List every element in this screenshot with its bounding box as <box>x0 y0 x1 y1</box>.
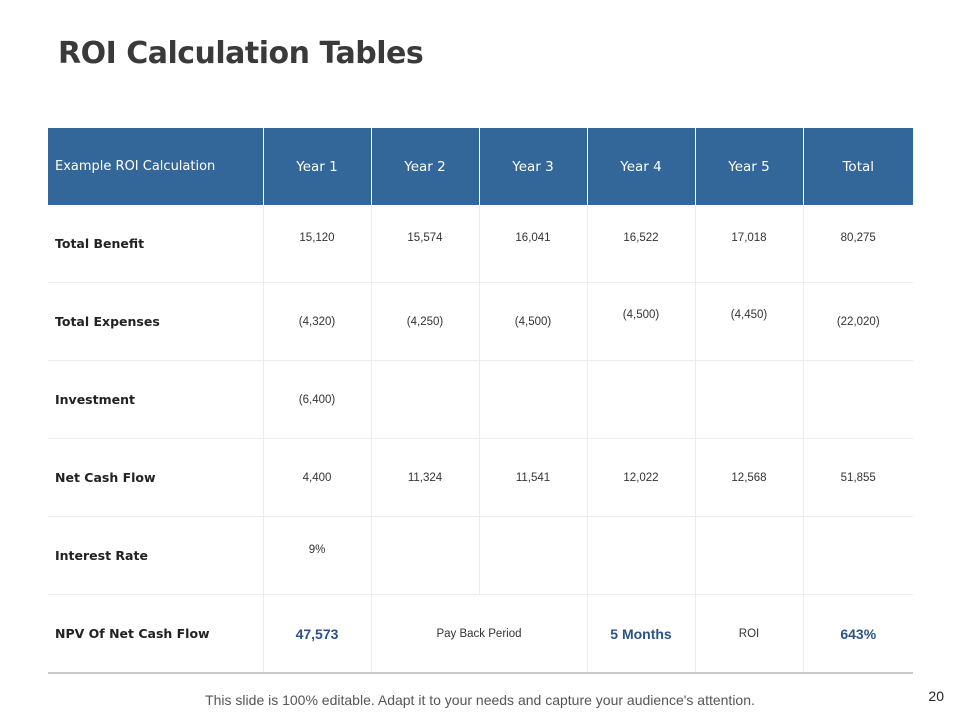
table-cell <box>371 517 479 595</box>
cell-value: (22,020) <box>836 315 880 328</box>
row-label-net-cash-flow: Net Cash Flow <box>48 439 263 517</box>
table-cell <box>263 517 371 595</box>
page-title: ROI Calculation Tables <box>58 36 424 71</box>
table-cell <box>803 205 913 283</box>
table-cell <box>803 439 913 517</box>
row-label-investment: Investment <box>48 361 263 439</box>
table-row-net-cash-flow <box>48 439 913 517</box>
cell-value: (4,450) <box>730 308 768 321</box>
cell-value: 4,400 <box>302 471 332 484</box>
row-label-total-benefit: Total Benefit <box>48 205 263 283</box>
cell-value: 11,541 <box>515 471 551 484</box>
payback-period-label: Pay Back Period <box>371 595 587 674</box>
row-label-npv-of-net-cash-flow: NPV Of Net Cash Flow <box>48 595 263 674</box>
header-year-1: Year 1 <box>263 128 371 205</box>
header-year-3: Year 3 <box>479 128 587 205</box>
header-year-4: Year 4 <box>587 128 695 205</box>
table-cell <box>695 517 803 595</box>
payback-period-value: 5 Months <box>587 595 695 674</box>
table-cell <box>371 361 479 439</box>
header-year-5: Year 5 <box>695 128 803 205</box>
table-row-interest-rate <box>48 517 913 595</box>
table-cell <box>479 361 587 439</box>
header-total: Total <box>803 128 913 205</box>
table-cell <box>803 283 913 361</box>
cell-value: (6,400) <box>298 393 336 406</box>
table-cell <box>587 361 695 439</box>
cell-value: 9% <box>308 543 326 556</box>
cell-value: 11,324 <box>407 471 443 484</box>
table-cell <box>479 205 587 283</box>
table-header-row <box>48 128 913 205</box>
table-cell <box>263 361 371 439</box>
cell-value: 16,522 <box>623 231 659 244</box>
header-year-2: Year 2 <box>371 128 479 205</box>
cell-value: 12,022 <box>623 471 659 484</box>
table-cell <box>371 439 479 517</box>
table-cell <box>587 439 695 517</box>
roi-label: ROI <box>695 595 803 674</box>
cell-value: 17,018 <box>731 231 767 244</box>
npv-value: 47,573 <box>263 595 371 674</box>
row-label-total-expenses: Total Expenses <box>48 283 263 361</box>
cell-value: 12,568 <box>731 471 767 484</box>
table-cell <box>695 205 803 283</box>
table-cell <box>587 283 695 361</box>
table-cell <box>587 205 695 283</box>
row-label-interest-rate: Interest Rate <box>48 517 263 595</box>
cell-value: 15,120 <box>299 231 335 244</box>
cell-value: (4,320) <box>298 315 336 328</box>
table-cell <box>479 439 587 517</box>
table-row-npv <box>48 595 913 674</box>
table-cell <box>695 439 803 517</box>
table-cell <box>263 283 371 361</box>
table-cell <box>803 361 913 439</box>
table-cell <box>371 205 479 283</box>
roi-value: 643% <box>803 595 913 674</box>
table-cell <box>263 439 371 517</box>
table-cell <box>479 517 587 595</box>
cell-value: 80,275 <box>840 231 876 244</box>
table-cell <box>695 283 803 361</box>
table-cell <box>263 205 371 283</box>
cell-value: (4,250) <box>406 315 444 328</box>
cell-value: 15,574 <box>407 231 443 244</box>
table-row-total-benefit <box>48 205 913 283</box>
header-example-roi-calculation: Example ROI Calculation <box>48 128 263 205</box>
roi-calculation-table <box>48 128 913 674</box>
cell-value: 51,855 <box>840 471 876 484</box>
footer-note: This slide is 100% editable. Adapt it to your needs and capture your audience's attention. <box>205 692 755 708</box>
table-cell <box>695 361 803 439</box>
table-row-total-expenses <box>48 283 913 361</box>
cell-value: (4,500) <box>622 308 660 321</box>
table-row-investment <box>48 361 913 439</box>
table-cell <box>803 517 913 595</box>
table-cell <box>371 283 479 361</box>
table-cell <box>479 283 587 361</box>
table-cell <box>587 517 695 595</box>
cell-value: (4,500) <box>514 315 552 328</box>
page-number: 20 <box>928 688 944 704</box>
cell-value: 16,041 <box>515 231 551 244</box>
